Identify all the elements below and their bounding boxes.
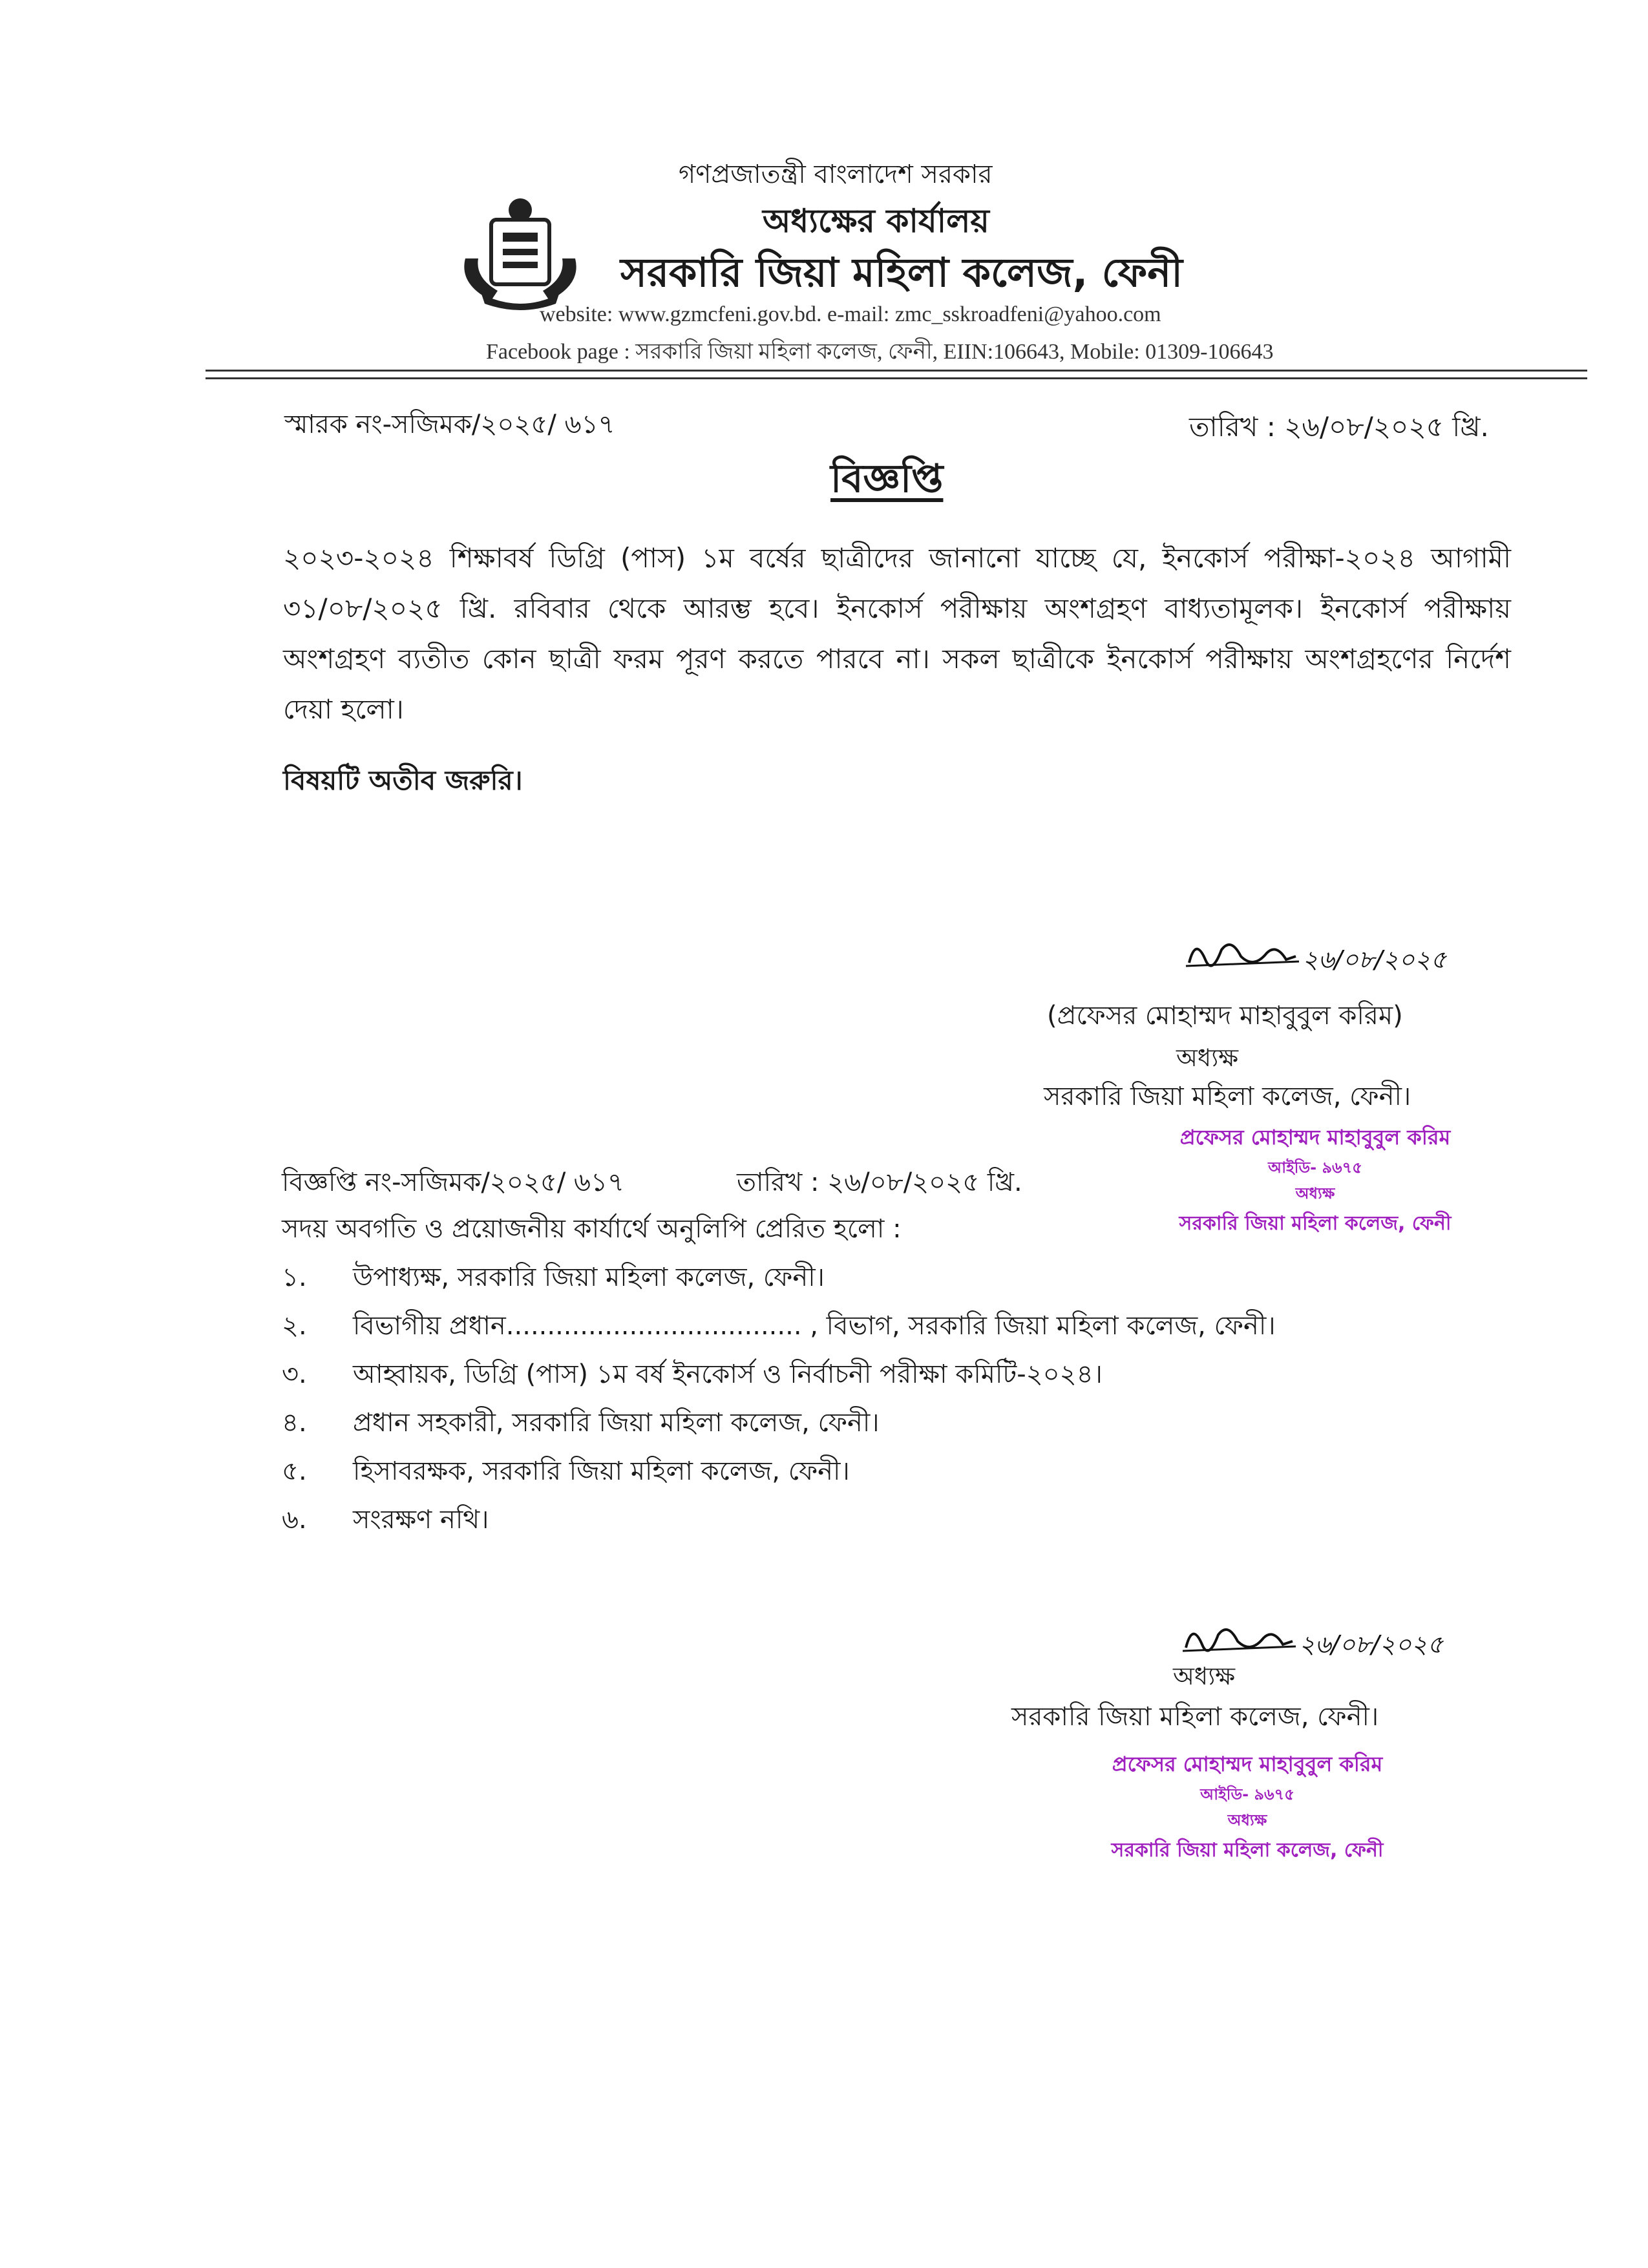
principal-name: (প্রফেসর মোহাম্মদ মাহাবুবুল করিম) <box>1047 1001 1403 1031</box>
list-item <box>282 1451 850 1494</box>
memo-date: তারিখ : ২৬/০৮/২০২৫ খ্রি. <box>1189 411 1489 443</box>
government-name: গণপ্রজাতন্ত্রী বাংলাদেশ সরকার <box>679 160 993 189</box>
stamp-id: আইডি- ৯৬৭৫ <box>1268 1159 1362 1177</box>
signature-date: ২৬/০৮/২০২৫ <box>1299 1630 1444 1659</box>
principal-title: অধ্যক্ষ <box>1176 1044 1239 1072</box>
official-stamp <box>1053 1748 1441 1867</box>
distribution-memo-number: বিজ্ঞপ্তি নং-সজিমক/২০২৫/ ৬১৭ <box>282 1168 625 1197</box>
list-item-number: ১. <box>282 1263 307 1292</box>
signature-date: ২৬/০৮/২০২৫ <box>1302 945 1447 974</box>
list-item <box>282 1305 1276 1349</box>
header-rule-bottom <box>206 377 1587 379</box>
stamp-college: সরকারি জিয়া মহিলা কলেজ, ফেনী <box>1111 1839 1384 1862</box>
stamp-title: অধ্যক্ষ <box>1227 1811 1267 1829</box>
list-item <box>282 1257 825 1300</box>
list-item-text: আহ্বায়ক, ডিগ্রি (পাস) ১ম বর্ষ ইনকোর্স ও নির্বাচনী পরীক্ষা কমিটি-২০২৪। <box>353 1360 1103 1389</box>
list-item-number: ৫. <box>282 1456 307 1486</box>
stamp-name: প্রফেসর মোহাম্মদ মাহাবুবুল করিম <box>1179 1125 1451 1150</box>
list-item-number: ২. <box>282 1311 307 1341</box>
list-item-number: ৪. <box>282 1408 307 1438</box>
list-item-text: বিভাগীয় প্রধান.................................... , বিভাগ, সরকারি জিয়া মহিলা কলেজ, ফেনী। <box>353 1311 1276 1341</box>
college-name: সরকারি জিয়া মহিলা কলেজ, ফেনী <box>620 249 1183 296</box>
list-item <box>282 1402 880 1445</box>
principal-title: অধ্যক্ষ <box>1173 1662 1236 1690</box>
contact-website-email: website: www.gzmcfeni.gov.bd. e-mail: zmc_sskroadfeni@yahoo.com <box>540 302 1161 326</box>
list-item-text: হিসাবরক্ষক, সরকারি জিয়া মহিলা কলেজ, ফেনী। <box>353 1456 850 1486</box>
stamp-name: প্রফেসর মোহাম্মদ মাহাবুবুল করিম <box>1112 1752 1383 1776</box>
handwritten-signature <box>1183 930 1454 982</box>
list-item-number: ৩. <box>282 1360 307 1389</box>
government-seal-icon <box>452 187 588 310</box>
memo-number: স্মারক নং-সজিমক/২০২৫/ ৬১৭ <box>284 410 615 439</box>
stamp-id: আইডি- ৯৬৭৫ <box>1200 1785 1294 1803</box>
list-item-number: ৬. <box>282 1505 307 1535</box>
official-stamp <box>1134 1121 1496 1241</box>
list-item-text: সংরক্ষণ নথি। <box>353 1505 489 1535</box>
stamp-title: অধ্যক্ষ <box>1295 1184 1335 1202</box>
list-item <box>282 1499 489 1542</box>
list-item-text: প্রধান সহকারী, সরকারি জিয়া মহিলা কলেজ, ফেনী। <box>353 1408 880 1438</box>
principal-college: সরকারি জিয়া মহিলা কলেজ, ফেনী। <box>1011 1702 1379 1732</box>
notice-title: বিজ্ঞপ্তি <box>830 456 944 501</box>
distribution-intro: সদয় অবগতি ও প্রয়োজনীয় কার্যার্থে অনুলিপি প্রেরিত হলো : <box>282 1214 902 1244</box>
urgent-note: বিষয়টি অতীব জরুরি। <box>283 764 523 796</box>
header-rule-top <box>206 370 1587 372</box>
principal-college: সরকারি জিয়া মহিলা কলেজ, ফেনী। <box>1044 1082 1411 1111</box>
stamp-college: সরকারি জিয়া মহিলা কলেজ, ফেনী <box>1179 1212 1452 1235</box>
list-item-text: উপাধ্যক্ষ, সরকারি জিয়া মহিলা কলেজ, ফেনী। <box>353 1263 825 1292</box>
notice-body: ২০২৩-২০২৪ শিক্ষাবর্ষ ডিগ্রি (পাস) ১ম বর্ষের ছাত্রীদের জানানো যাচ্ছে যে, ইনকোর্স পরীক্ষা-২০২৪ আগামী ৩১/০৮/২০২৫ খ্রি. রবিবার থেকে আরম্ভ হবে। ইনকোর্স পরীক্ষায় অংশগ্রহণ বাধ্যতামূলক। ইনকোর্স পরীক্ষায় অংশগ্রহণ ব্যতীত কোন ছাত্রী ফরম পূরণ করতে পারবে না। সকল ছাত্রীকে ইনকোর্স পরীক্ষায় অংশগ্রহণের নির্দেশ দেয়া হলো। <box>283 542 1511 725</box>
office-name: অধ্যক্ষের কার্যালয় <box>763 202 989 240</box>
distribution-date: তারিখ : ২৬/০৮/২০২৫ খ্রি. <box>737 1168 1022 1197</box>
contact-facebook-eiin-mobile: Facebook page : সরকারি জিয়া মহিলা কলেজ, ফেনী, EIIN:106643, Mobile: 01309-106643 <box>486 340 1274 364</box>
list-item <box>282 1354 1103 1397</box>
